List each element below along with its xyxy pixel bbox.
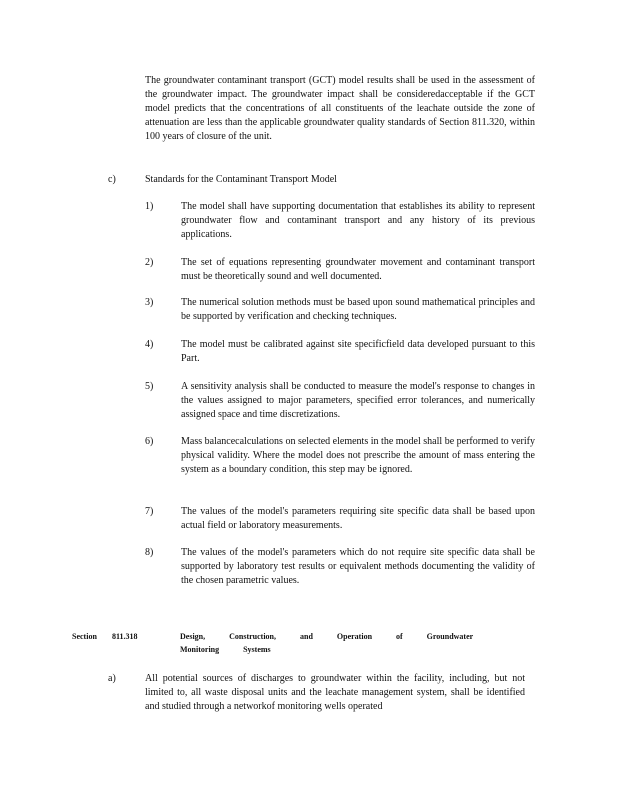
section-label: Section <box>72 632 97 641</box>
subsection-a-label: a) <box>108 673 116 684</box>
list-item-text: The set of equations representing groundwater movement and contaminant transport must be theoretically sound and well documented. <box>181 257 535 282</box>
list-item-number: 5) <box>145 381 154 392</box>
list-item-number: 7) <box>145 506 154 517</box>
section-number: 811.318 <box>112 632 138 641</box>
list-item-text: Mass balancecalculations on selected elements in the model shall be performed to verify physical validity. Where the model does not prescribe the amount of mass entering the system as a boundary condition, this step may be ignored. <box>181 436 535 475</box>
list-item-number: 2) <box>145 257 154 268</box>
intro-paragraph: The groundwater contaminant transport (GCT) model results shall be used in the assessment of the groundwater impact. The groundwater impact shall be consideredacceptable if the GCT model predicts that the concentrations of all constituents of the leachate outside the zone of attenuation are less than the applicable groundwater quality standards of Section 811.320, within 100 years of closure of the unit. <box>145 75 535 142</box>
list-item-text: The model shall have supporting documentation that establishes its ability to represent groundwater flow and contaminant transport and any history of its previous applications. <box>181 201 535 240</box>
subsection-a-text: All potential sources of discharges to groundwater within the facility, including, but not limited to, all waste disposal units and the leachate management system, shall be identified and studied through a networkof monitoring wells operated <box>145 673 525 712</box>
subsection-c-title: Standards for the Contaminant Transport Model <box>145 174 337 185</box>
list-item-number: 3) <box>145 297 154 308</box>
list-item-number: 6) <box>145 436 154 447</box>
list-item-text: A sensitivity analysis shall be conducted to measure the model's response to changes in the values assigned to major parameters, specified error tolerances, and numerically assigned space and time discretizations. <box>181 381 535 420</box>
list-item-text: The numerical solution methods must be based upon sound mathematical principles and be supported by verification and checking techniques. <box>181 297 535 322</box>
list-item-text: The model must be calibrated against site specificfield data developed pursuant to this Part. <box>181 339 535 364</box>
list-item-number: 8) <box>145 547 154 558</box>
subsection-c-label: c) <box>108 174 116 185</box>
list-item-number: 4) <box>145 339 154 350</box>
list-item-number: 1) <box>145 201 154 212</box>
list-item-text: The values of the model's parameters which do not require site specific data shall be supported by laboratory test results or equivalent methods documenting the validity of the chosen parametric values. <box>181 547 535 586</box>
section-title: Design, Construction, and Operation of Groundwater Monitoring Systems <box>180 632 474 654</box>
list-item-text: The values of the model's parameters requiring site specific data shall be based upon actual field or laboratory measurements. <box>181 506 535 531</box>
